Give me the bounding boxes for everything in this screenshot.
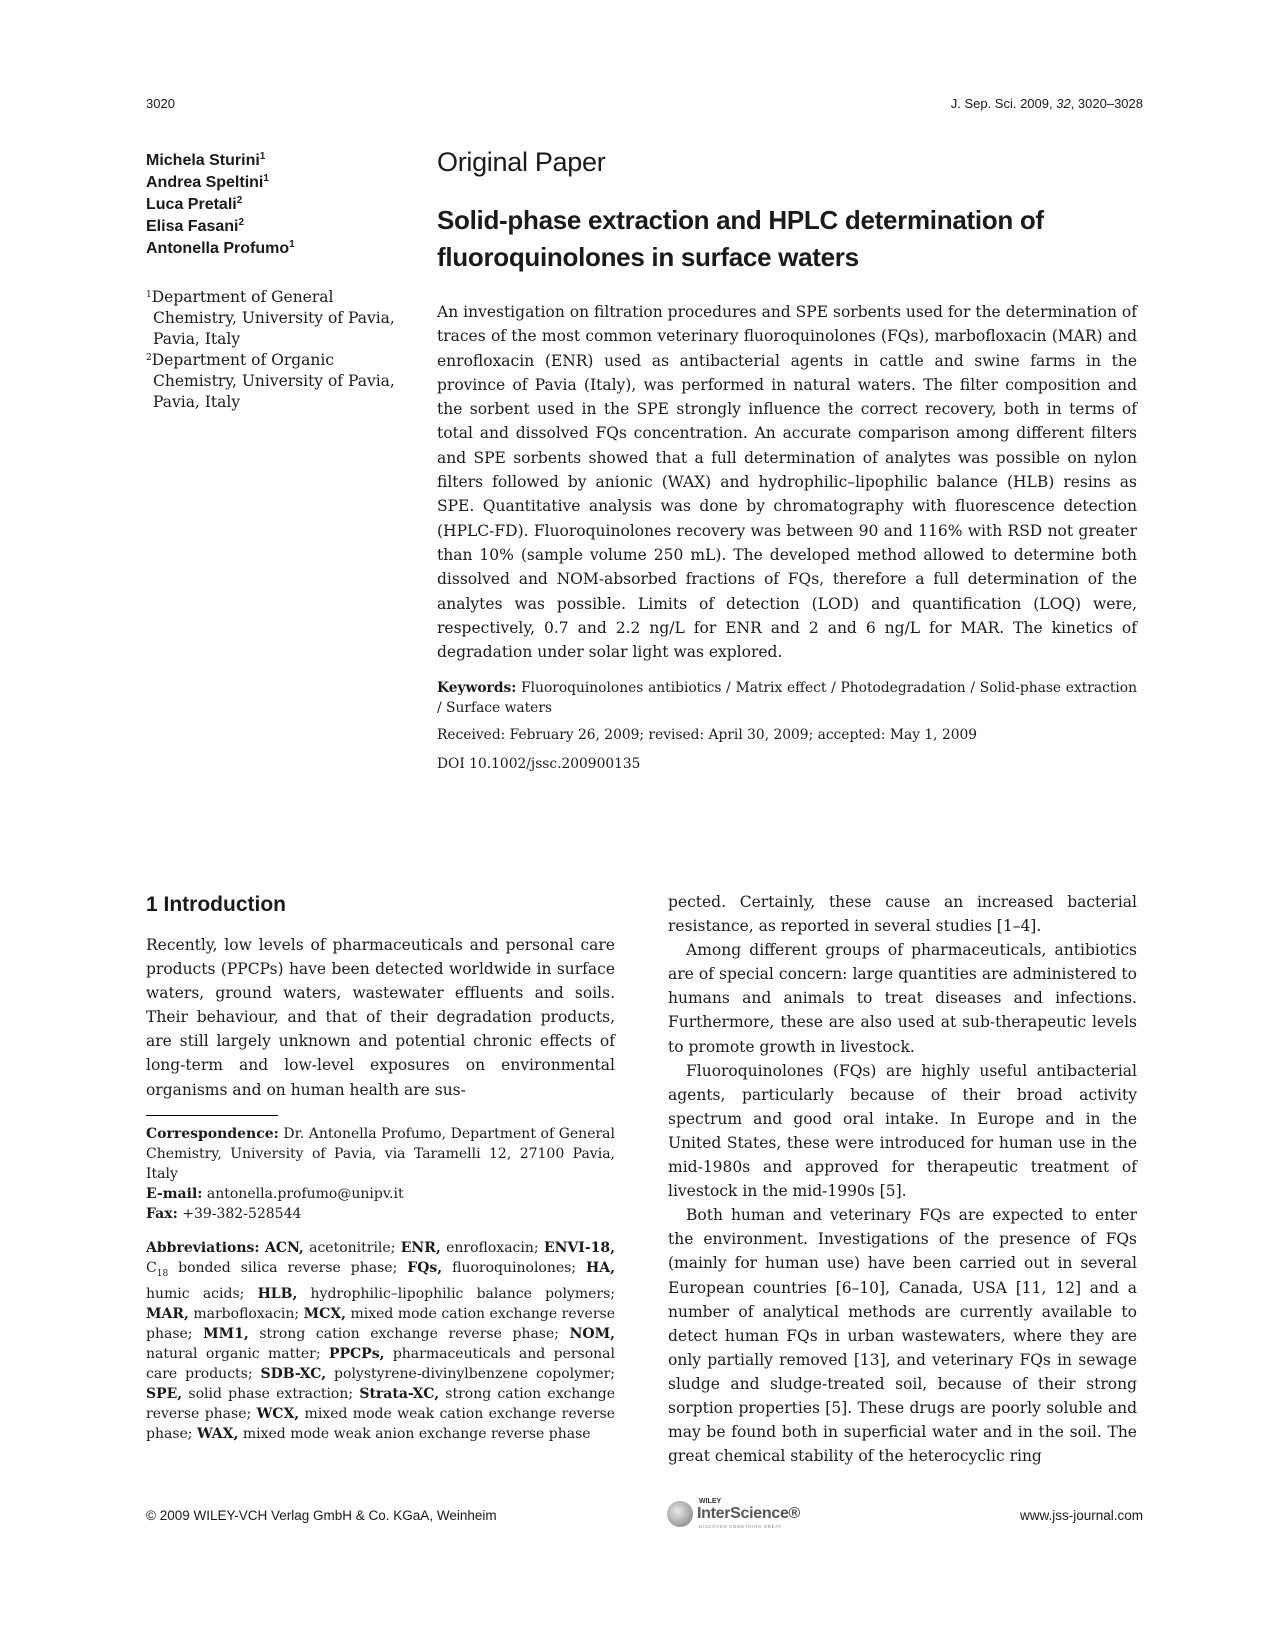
- abbreviation-definition: solid phase extraction;: [182, 1385, 360, 1402]
- email-link[interactable]: antonella.profumo@unipv.it: [202, 1186, 404, 1202]
- paragraph: Recently, low levels of pharmaceuticals and personal care products (PPCPs) have been detected worldwide in surface waters, ground waters, wastewater effluents and soils. Their behaviour, and that of their degradation products, are still largely unknown and potential chronic effects of long-term and low-level exposures on environmental organisms and on human health are sus-: [146, 936, 615, 1099]
- paragraph: Both human and veterinary FQs are expected to enter the environment. Investigations of the presence of FQs (mainly for human use) have been carried out in several European countries [6–10], Canada, USA [11, 12] and a number of analytical methods are currently available to detect human FQs in urban wastewaters, where they are only partially removed [13], and veterinary FQs in sewage sludge and sludge-treated soil, because of their strong sorption properties [5]. These drugs are poorly soluble and may be found both in superficial water and in the soil. The great chemical stability of the heterocyclic ring: [668, 1206, 1137, 1466]
- affiliation: $^1$Department of General Chemistry, University of Pavia, Pavia, Italy: [146, 288, 395, 348]
- abbreviation-definition: polystyrene-divinylbenzene copolymer;: [326, 1365, 615, 1382]
- abbreviation-term: MCX,: [303, 1305, 347, 1322]
- abbreviation-term: NOM,: [569, 1325, 615, 1342]
- keywords: [437, 678, 1137, 718]
- abbreviation-term: MAR,: [146, 1305, 189, 1322]
- journal-volume: 32: [1056, 96, 1071, 111]
- abbreviation-definition: humic acids;: [146, 1285, 258, 1302]
- journal-ref-prefix: J. Sep. Sci. 2009,: [950, 96, 1057, 111]
- abbreviation-term: WCX,: [256, 1405, 300, 1422]
- abbreviation-term: FQs,: [407, 1260, 443, 1276]
- fax-number: +39-382-528544: [177, 1206, 302, 1222]
- abbreviation-definition: natural organic matter;: [146, 1345, 329, 1362]
- paragraph: Among different groups of pharmaceuticals, antibiotics are of special concern: large quantities are administered to humans and animals to treat diseases and infections. Furthermore, these are also used at sub-therapeutic levels to promote growth in livestock.: [668, 941, 1137, 1056]
- abbreviation-definition: marbofloxacin;: [188, 1305, 304, 1322]
- abbreviation-definition: $C_{18}$ bonded silica reverse phase;: [146, 1260, 408, 1279]
- body-column-left: [146, 933, 615, 1102]
- journal-url[interactable]: www.jss-journal.com: [1019, 1508, 1143, 1523]
- abbreviation-term: ENR,: [400, 1240, 441, 1256]
- abbreviation-definition: strong cation exchange reverse phase;: [146, 1385, 616, 1422]
- author: Elisa Fasani$^2$: [146, 217, 245, 235]
- paper-type: Original Paper: [437, 147, 606, 177]
- abbreviations-list: [146, 1240, 615, 1442]
- abbreviation-term: SDB-XC,: [260, 1365, 327, 1382]
- affiliations: [146, 287, 406, 413]
- keywords-text: Fluoroquinolones antibiotics / Matrix effect / Photodegradation / Solid-phase extraction / Surface waters: [437, 680, 1137, 716]
- affiliation: $^2$Department of Organic Chemistry, University of Pavia, Pavia, Italy: [146, 351, 395, 411]
- wiley-interscience-logo[interactable]: WILEY InterScience® DISCOVER SOMETHING GREAT: [665, 1497, 825, 1533]
- doi[interactable]: DOI 10.1002/jssc.200900135: [437, 756, 641, 772]
- globe-icon: [667, 1501, 693, 1527]
- received-dates: Received: February 26, 2009; revised: April 30, 2009; accepted: May 1, 2009: [437, 727, 978, 743]
- correspondence-address: Dr. Antonella Profumo, Department of General Chemistry, University of Pavia, via Taramelli 12, 27100 Pavia, Italy: [146, 1126, 615, 1182]
- journal-reference: [951, 96, 1143, 111]
- journal-ref-suffix: , 3020–3028: [1070, 96, 1143, 111]
- author: Antonella Profumo$^1$: [146, 239, 295, 257]
- abbreviation-term: PPCPs,: [328, 1345, 385, 1362]
- abstract: An investigation on filtration procedures and SPE sorbents used for the determination of traces of the most common veterinary fluoroquinolones (FQs), marbofloxacin (MAR) and enrofloxacin (ENR) used as antibacterial agents in cattle and swine farms in the province of Pavia (Italy), was performed in natural waters. The filter composition and the sorbent used in the SPE strongly influence the correct recovery, both in terms of total and dissolved FQs concentration. An accurate comparison among different filters and SPE sorbents showed that a full determination of analytes was possible on nylon filters followed by anionic (WAX) and hydrophilic–lipophilic balance (HLB) resins as SPE. Quantitative analysis was done by chromatography with fluorescence detection (HPLC-FD). Fluoroquinolones recovery was between 90 and 116% with RSD not greater than 10% (sample volume 250 mL). The developed method allowed to determine both dissolved and NOM-absorbed fractions of FQs, therefore a full determination of the analytes was possible. Limits of detection (LOD) and quantification (LOQ) were, respectively, 0.7 and 2.2 ng/L for ENR and 2 and 6 ng/L for MAR. The kinetics of degradation under solar light was explored.: [437, 303, 1137, 662]
- paragraph: pected. Certainly, these cause an increased bacterial resistance, as reported in several studies [1–4].: [668, 893, 1137, 936]
- paper-title: Solid-phase extraction and HPLC determination of fluoroquinolones in surface waters: [437, 205, 1044, 272]
- abbreviation-definition: hydrophilic–lipophilic balance polymers;: [297, 1285, 616, 1302]
- correspondence-label: Correspondence:: [146, 1126, 279, 1142]
- fax-label: Fax:: [146, 1206, 178, 1222]
- abbreviation-term: WAX,: [196, 1425, 239, 1442]
- abbreviation-term: ENVI-18,: [543, 1240, 615, 1256]
- abbreviations-label: Abbreviations:: [146, 1240, 260, 1256]
- page-number: 3020: [146, 96, 175, 111]
- correspondence-footnote: [146, 1124, 615, 1224]
- abbreviation-definition: mixed mode weak anion exchange reverse phase: [238, 1425, 591, 1442]
- abbreviation-term: SPE,: [146, 1385, 183, 1402]
- author-list: [146, 150, 295, 260]
- body-column-right: [668, 890, 1137, 1468]
- author: Michela Sturini$^1$: [146, 151, 266, 169]
- author: Andrea Speltini$^1$: [146, 173, 269, 191]
- abbreviation-term: MM1,: [203, 1325, 249, 1342]
- abbreviation-definition: mixed mode weak cation exchange reverse phase;: [146, 1405, 615, 1442]
- copyright-notice: © 2009 WILEY-VCH Verlag GmbH & Co. KGaA, Weinheim: [146, 1508, 497, 1523]
- abbreviation-definition: strong cation exchange reverse phase;: [248, 1325, 570, 1342]
- abbreviation-term: Strata-XC,: [359, 1385, 440, 1402]
- abbreviation-definition: enrofloxacin;: [440, 1240, 544, 1256]
- author: Luca Pretali$^2$: [146, 195, 243, 213]
- abbreviations-footnote: [146, 1238, 615, 1444]
- abbreviation-term: HA,: [586, 1260, 615, 1276]
- abbreviation-definition: pharmaceuticals and personal care products;: [146, 1345, 615, 1382]
- keywords-label: Keywords:: [437, 680, 517, 696]
- footnote-divider: [146, 1115, 278, 1116]
- abbreviation-definition: fluoroquinolones;: [442, 1260, 587, 1276]
- paragraph: Fluoroquinolones (FQs) are highly useful antibacterial agents, particularly because of their broad activity spectrum and good oral intake. In Europe and in the United States, these were introduced for human use in the mid-1980s and approved for therapeutic treatment of livestock in the mid-1990s [5].: [668, 1061, 1137, 1201]
- abbreviation-term: ACN,: [264, 1240, 304, 1256]
- abbreviation-term: HLB,: [257, 1285, 298, 1302]
- abbreviation-definition: acetonitrile;: [303, 1240, 401, 1256]
- abbreviation-definition: mixed mode cation exchange reverse phase;: [146, 1305, 615, 1342]
- email-label: E-mail:: [146, 1186, 203, 1202]
- section-heading-introduction: 1 Introduction: [146, 893, 286, 916]
